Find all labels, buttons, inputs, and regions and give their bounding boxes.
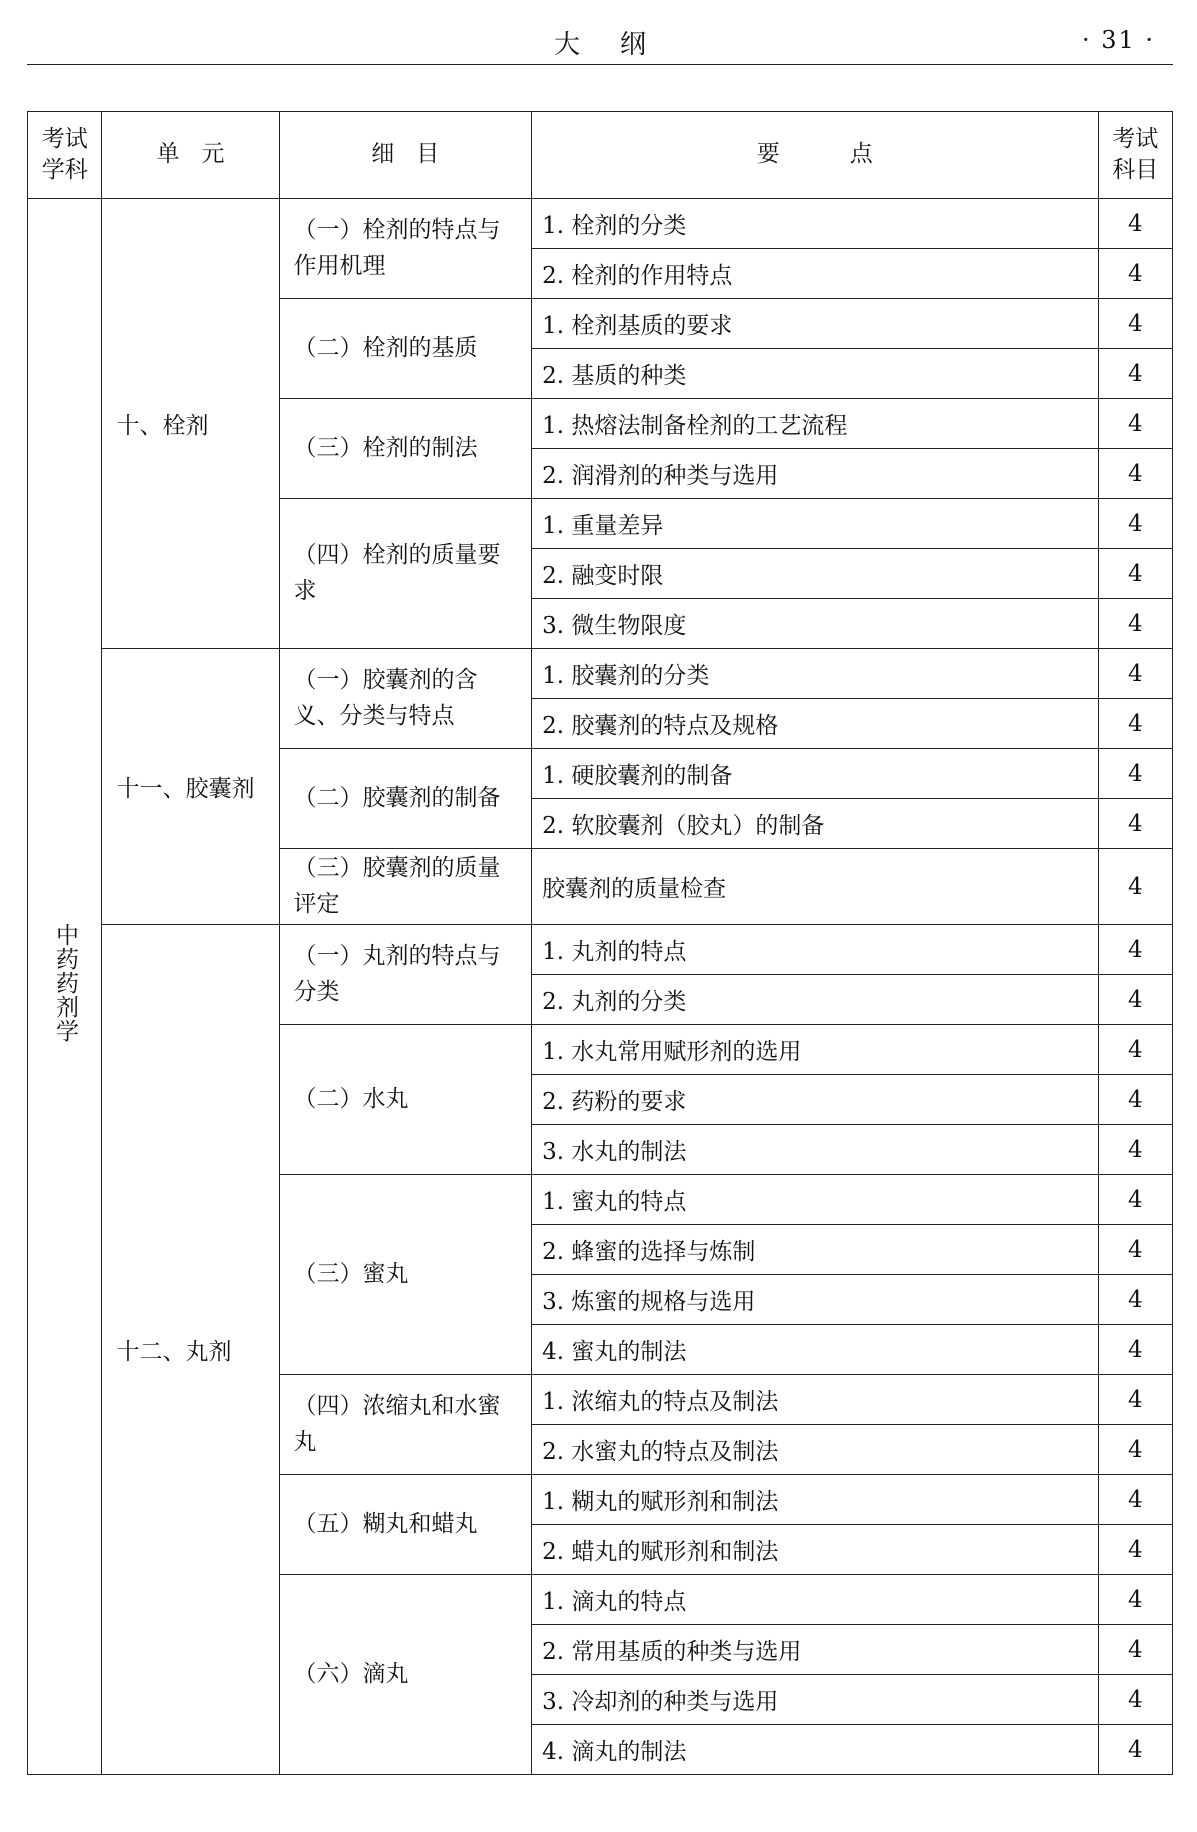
level-cell: 4 [1098,1025,1172,1075]
item-cell: （三）蜜丸 [279,1175,532,1375]
syllabus-body [28,199,1173,1775]
point-cell: 2. 润滑剂的种类与选用 [532,449,1098,499]
point-cell: 1. 热熔法制备栓剂的工艺流程 [532,399,1098,449]
point-cell: 1. 丸剂的特点 [532,925,1098,975]
column-header-item [279,112,532,199]
subject-cell [28,199,102,1775]
level-cell: 4 [1098,649,1172,699]
point-cell: 1. 蜜丸的特点 [532,1175,1098,1225]
point-cell: 1. 硬胶囊剂的制备 [532,749,1098,799]
level-cell: 4 [1098,799,1172,849]
table-row [28,649,1173,699]
unit-cell: 十一、胶囊剂 [102,649,279,925]
point-cell: 2. 常用基质的种类与选用 [532,1625,1098,1675]
level-cell: 4 [1098,499,1172,549]
point-cell: 4. 蜜丸的制法 [532,1325,1098,1375]
point-cell: 1. 重量差异 [532,499,1098,549]
point-cell: 3. 炼蜜的规格与选用 [532,1275,1098,1325]
point-cell: 2. 软胶囊剂（胶丸）的制备 [532,799,1098,849]
point-cell: 3. 微生物限度 [532,599,1098,649]
point-cell: 2. 丸剂的分类 [532,975,1098,1025]
page-number: · 31 · [1081,26,1155,54]
point-cell: 1. 栓剂的分类 [532,199,1098,249]
level-cell: 4 [1098,925,1172,975]
table-row [28,199,1173,249]
point-cell: 1. 水丸常用赋形剂的选用 [532,1025,1098,1075]
point-cell: 胶囊剂的质量检查 [532,849,1098,925]
item-cell: （四）浓缩丸和水蜜丸 [279,1375,532,1475]
item-cell: （一）丸剂的特点与分类 [279,925,532,1025]
item-cell: （三）栓剂的制法 [279,399,532,499]
column-header-subject: 考试学科 [28,112,102,199]
level-cell: 4 [1098,1225,1172,1275]
level-cell: 4 [1098,699,1172,749]
level-cell: 4 [1098,1125,1172,1175]
column-header-level: 考试科目 [1098,112,1172,199]
level-cell: 4 [1098,749,1172,799]
item-cell: （四）栓剂的质量要求 [279,499,532,649]
point-cell: 2. 水蜜丸的特点及制法 [532,1425,1098,1475]
point-cell: 2. 基质的种类 [532,349,1098,399]
level-cell: 4 [1098,1525,1172,1575]
column-header-unit-label: 单元 [156,141,247,168]
level-cell: 4 [1098,1275,1172,1325]
running-title: 大纲 [553,30,686,60]
level-cell: 4 [1098,1325,1172,1375]
table-header-row [28,112,1173,199]
level-cell: 4 [1098,199,1172,249]
level-cell: 4 [1098,449,1172,499]
column-header-unit [102,112,279,199]
column-header-point-label: 要点 [756,141,943,168]
item-cell: （一）胶囊剂的含义、分类与特点 [279,649,532,749]
item-cell: （六）滴丸 [279,1575,532,1775]
level-cell: 4 [1098,975,1172,1025]
item-cell: （二）水丸 [279,1025,532,1175]
point-cell: 3. 水丸的制法 [532,1125,1098,1175]
level-cell: 4 [1098,1475,1172,1525]
level-cell: 4 [1098,1175,1172,1225]
point-cell: 1. 栓剂基质的要求 [532,299,1098,349]
level-cell: 4 [1098,1425,1172,1475]
point-cell: 3. 冷却剂的种类与选用 [532,1675,1098,1725]
level-cell: 4 [1098,1675,1172,1725]
point-cell: 2. 药粉的要求 [532,1075,1098,1125]
level-cell: 4 [1098,1725,1172,1775]
point-cell: 2. 蜡丸的赋形剂和制法 [532,1525,1098,1575]
item-cell: （二）胶囊剂的制备 [279,749,532,849]
point-cell: 2. 蜂蜜的选择与炼制 [532,1225,1098,1275]
item-cell: （五）糊丸和蜡丸 [279,1475,532,1575]
page-header [27,20,1173,65]
level-cell: 4 [1098,1575,1172,1625]
item-cell: （三）胶囊剂的质量评定 [279,849,532,925]
level-cell: 4 [1098,399,1172,449]
column-header-point [532,112,1098,199]
level-cell: 4 [1098,299,1172,349]
point-cell: 1. 糊丸的赋形剂和制法 [532,1475,1098,1525]
level-cell: 4 [1098,549,1172,599]
point-cell: 1. 胶囊剂的分类 [532,649,1098,699]
unit-cell: 十二、丸剂 [102,925,279,1775]
point-cell: 2. 融变时限 [532,549,1098,599]
column-header-item-label: 细目 [371,141,462,168]
item-cell: （一）栓剂的特点与作用机理 [279,199,532,299]
level-cell: 4 [1098,249,1172,299]
table-row [28,925,1173,975]
level-cell: 4 [1098,1375,1172,1425]
point-cell: 2. 栓剂的作用特点 [532,249,1098,299]
point-cell: 4. 滴丸的制法 [532,1725,1098,1775]
syllabus-table [27,111,1173,1775]
level-cell: 4 [1098,1075,1172,1125]
level-cell: 4 [1098,849,1172,925]
level-cell: 4 [1098,599,1172,649]
item-cell: （二）栓剂的基质 [279,299,532,399]
subject-label: 中药药剂学 [51,923,78,1044]
point-cell: 1. 浓缩丸的特点及制法 [532,1375,1098,1425]
point-cell: 2. 胶囊剂的特点及规格 [532,699,1098,749]
level-cell: 4 [1098,1625,1172,1675]
unit-cell: 十、栓剂 [102,199,279,649]
point-cell: 1. 滴丸的特点 [532,1575,1098,1625]
level-cell: 4 [1098,349,1172,399]
